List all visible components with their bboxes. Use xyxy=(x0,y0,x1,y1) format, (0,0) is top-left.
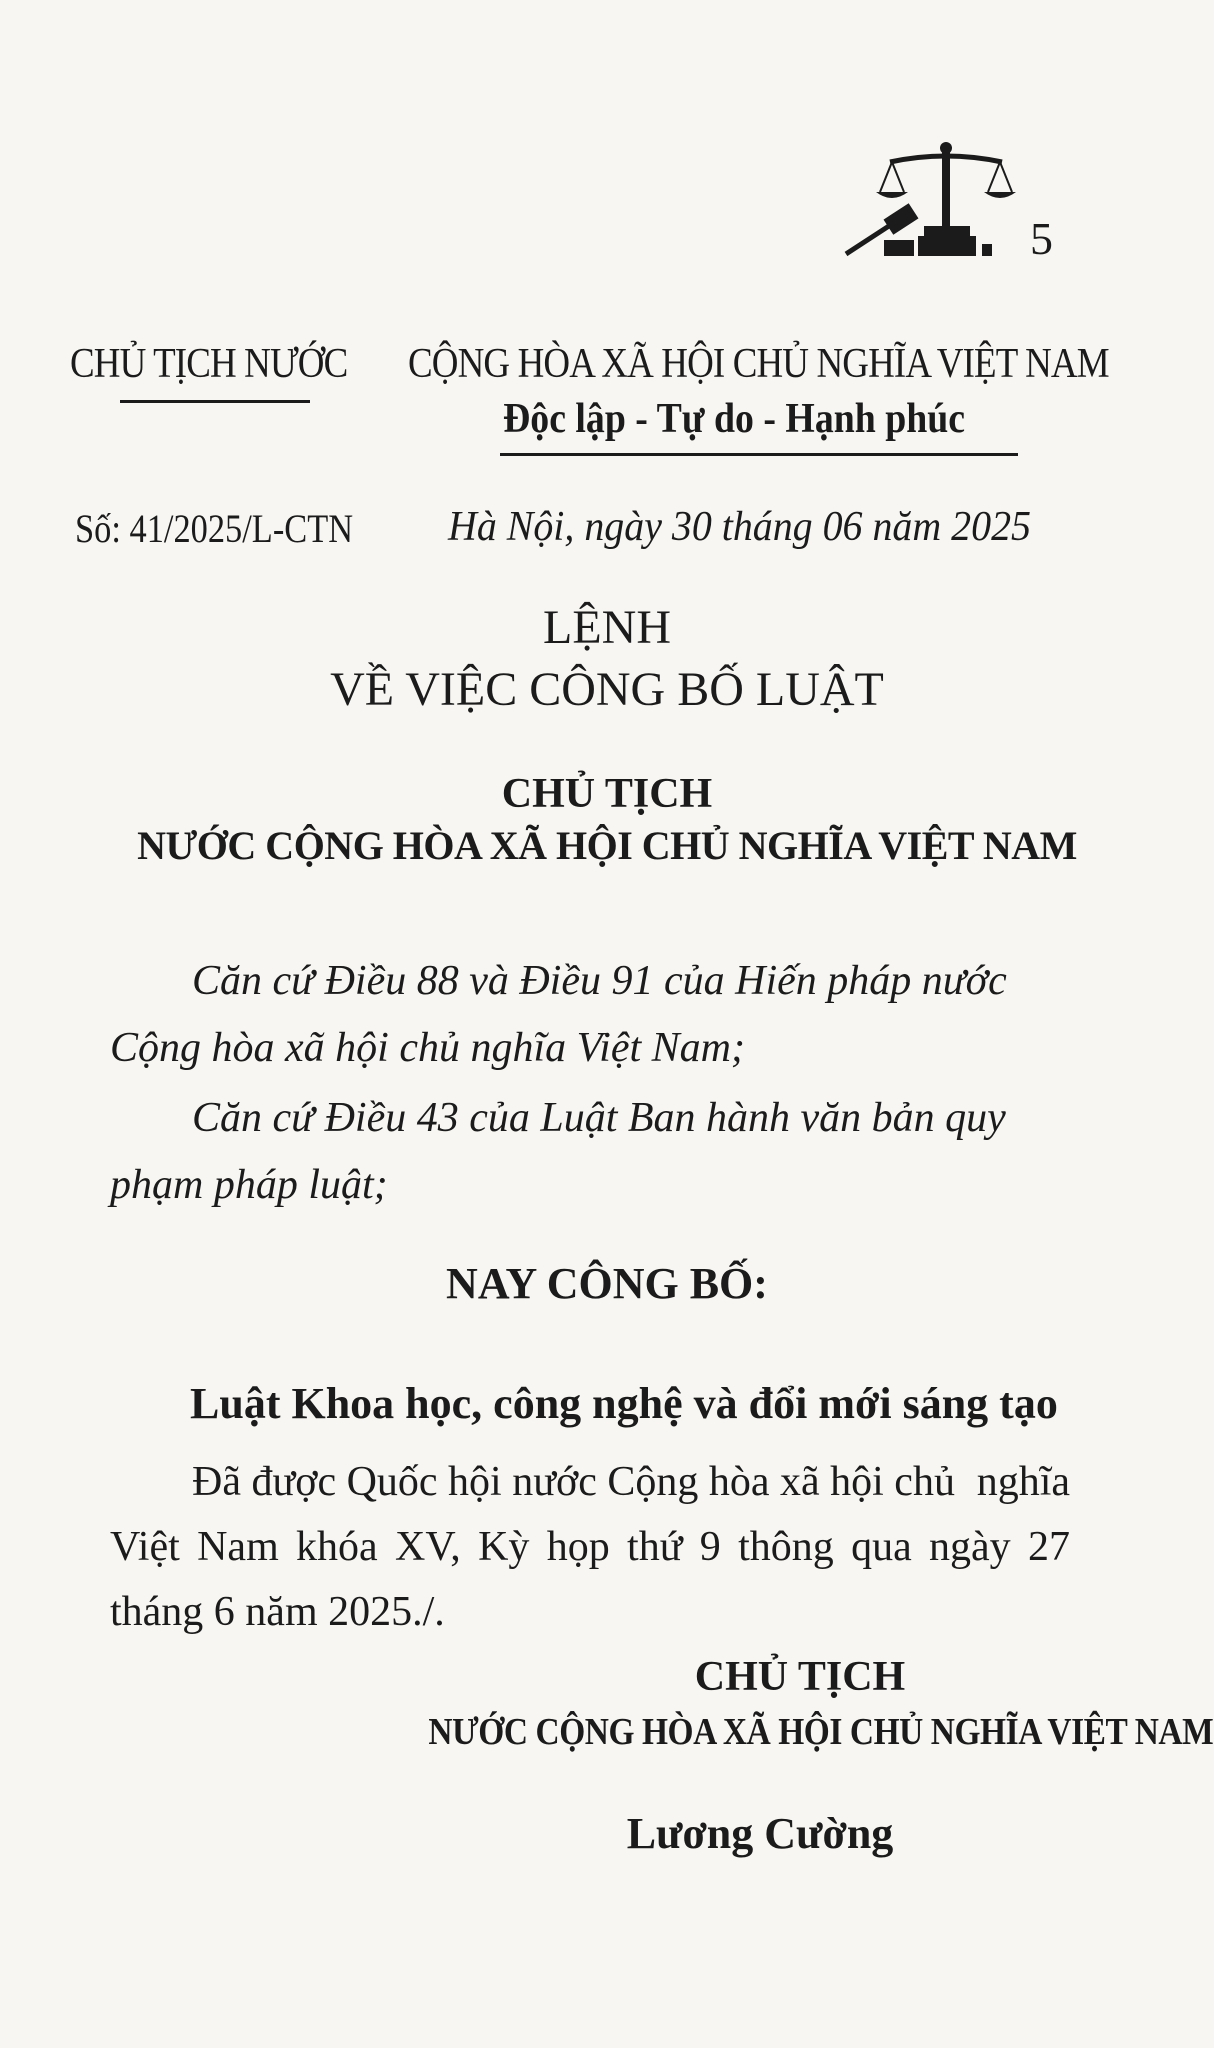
law-name: Luật Khoa học, công nghệ và đổi mới sáng tạo xyxy=(190,1379,1058,1428)
passage-first-line: Đã được Quốc hội nước Cộng hòa xã hội chủ xyxy=(192,1459,955,1505)
legal-basis-first-line: Căn cứ Điều 43 của Luật Ban hành văn bản quy xyxy=(192,1095,1006,1141)
agency-underline xyxy=(120,400,310,403)
place-and-date: Hà Nội, ngày 30 tháng 06 năm 2025 xyxy=(448,504,1031,550)
authority-title: CHỦ TỊCH xyxy=(501,771,713,817)
signatory-name: Lương Cường xyxy=(626,1809,894,1858)
announcement-heading: NAY CÔNG BỐ: xyxy=(446,1259,768,1308)
nation-name: CỘNG HÒA XÃ HỘI CHỦ NGHĨA VIỆT NAM xyxy=(408,341,1109,387)
page-number: 5 xyxy=(1030,213,1053,264)
authority-nation: NƯỚC CỘNG HÒA XÃ HỘI CHỦ NGHĨA VIỆT NAM xyxy=(137,823,1077,868)
legal-basis-constitution xyxy=(110,948,1070,1082)
motto-underline xyxy=(500,453,1018,456)
signatory-authority: NƯỚC CỘNG HÒA XÃ HỘI CHỦ NGHĨA VIỆT NAM xyxy=(428,1711,1214,1753)
national-motto: Độc lập - Tự do - Hạnh phúc xyxy=(503,396,966,442)
document-title: LỆNH xyxy=(543,601,671,654)
issuing-agency: CHỦ TỊCH NƯỚC xyxy=(70,341,348,387)
signatory-title: CHỦ TỊCH xyxy=(694,1654,906,1700)
passage-statement xyxy=(110,1450,1070,1645)
legal-basis-rest: Cộng hòa xã hội chủ nghĩa Việt Nam; xyxy=(110,1025,745,1071)
legal-basis-rest: phạm pháp luật; xyxy=(110,1162,388,1208)
document-subtitle: VỀ VIỆC CÔNG BỐ LUẬT xyxy=(330,663,884,716)
scales-of-justice-gavel-icon xyxy=(840,140,1020,260)
passage-rest: nghĩa Việt Nam khóa XV, Kỳ họp thứ 9 thông qua ngày 27 tháng 6 năm 2025./. xyxy=(110,1459,1070,1635)
legal-basis-first-line: Căn cứ Điều 88 và Điều 91 của Hiến pháp nước xyxy=(192,958,1007,1004)
document-number: Số: 41/2025/L-CTN xyxy=(75,506,354,551)
legal-basis-law xyxy=(110,1085,1070,1219)
